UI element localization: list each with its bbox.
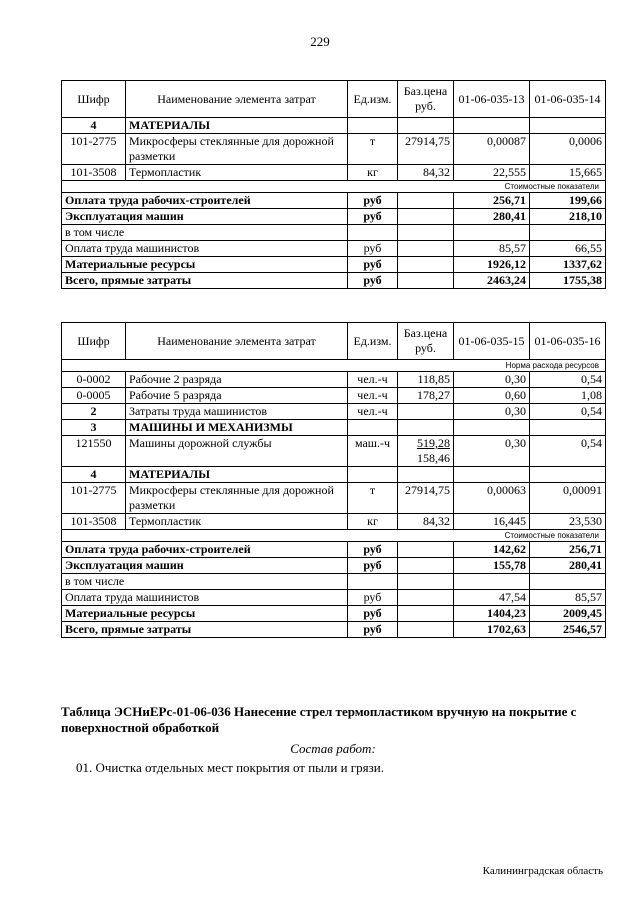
summary-value-a: 280,41 xyxy=(454,209,530,225)
summary-value-a: 85,57 xyxy=(454,241,530,257)
norm-value-b: 0,54 xyxy=(530,436,606,467)
norm-value-b: 23,530 xyxy=(530,514,606,530)
table-row xyxy=(62,165,606,181)
summary-unit: руб xyxy=(348,241,398,257)
summary-name: Оплата труда машинистов xyxy=(62,590,348,606)
norms-table-2 xyxy=(61,322,606,638)
table-row xyxy=(62,514,606,530)
summary-name: в том числе xyxy=(62,574,348,590)
col-header-norm-b: 01-06-035-16 xyxy=(530,323,606,360)
summary-row xyxy=(62,558,606,574)
group-title: МАТЕРИАЛЫ xyxy=(126,118,348,134)
summary-row xyxy=(62,606,606,622)
norm-value-b: 1,08 xyxy=(530,388,606,404)
norm-value-b: 0,54 xyxy=(530,372,606,388)
col-header-name: Наименование элемента затрат xyxy=(126,323,348,360)
table-row xyxy=(62,372,606,388)
summary-name: Оплата труда рабочих-строителей xyxy=(62,542,348,558)
resource-price: 178,27 xyxy=(398,388,454,404)
summary-row xyxy=(62,209,606,225)
table-header-row xyxy=(62,323,606,360)
col-header-code: Шифр xyxy=(62,323,126,360)
col-header-price: Баз.цена руб. xyxy=(398,323,454,360)
col-header-norm-a: 01-06-035-13 xyxy=(454,81,530,118)
summary-row-total xyxy=(62,622,606,638)
resource-unit: т xyxy=(348,134,398,165)
resource-price: 118,85 xyxy=(398,372,454,388)
group-title: МАТЕРИАЛЫ xyxy=(126,467,348,483)
norms-table-1 xyxy=(61,80,606,289)
resource-unit: чел.-ч xyxy=(348,372,398,388)
price-value-2: 158,46 xyxy=(417,451,450,465)
col-header-name: Наименование элемента затрат xyxy=(126,81,348,118)
summary-row xyxy=(62,257,606,273)
cost-indicators-bar xyxy=(62,181,606,193)
resource-code: 0-0005 xyxy=(62,388,126,404)
resource-unit: кг xyxy=(348,165,398,181)
norm-value-a: 16,445 xyxy=(454,514,530,530)
norm-value-a: 0,00087 xyxy=(454,134,530,165)
summary-name: Оплата труда рабочих-строителей xyxy=(62,193,348,209)
summary-value-a: 256,71 xyxy=(454,193,530,209)
page-number: 229 xyxy=(310,34,330,49)
col-header-unit: Ед.изм. xyxy=(348,323,398,360)
summary-unit: руб xyxy=(348,273,398,289)
col-header-norm-b: 01-06-035-14 xyxy=(530,81,606,118)
summary-unit: руб xyxy=(348,590,398,606)
summary-value-b: 85,57 xyxy=(530,590,606,606)
group-row-materials xyxy=(62,118,606,134)
norm-rate-bar xyxy=(62,360,606,372)
resource-unit: т xyxy=(348,483,398,514)
table-title: Таблица ЭСНиЕРс-01-06-036 Нанесение стрел термопластиком вручную на покрытие с поверхностной обработкой xyxy=(61,704,577,735)
resource-price: 84,32 xyxy=(398,514,454,530)
col-header-norm-a: 01-06-035-15 xyxy=(454,323,530,360)
norm-rate-label: Норма расхода ресурсов xyxy=(62,360,606,372)
summary-row-total xyxy=(62,273,606,289)
summary-unit: руб xyxy=(348,558,398,574)
group-code: 4 xyxy=(62,467,126,483)
resource-code: 101-3508 xyxy=(62,165,126,181)
group-title: МАШИНЫ И МЕХАНИЗМЫ xyxy=(126,420,348,436)
summary-name: в том числе xyxy=(62,225,348,241)
cost-indicators-bar xyxy=(62,530,606,542)
resource-unit: чел.-ч xyxy=(348,388,398,404)
summary-row xyxy=(62,225,606,241)
resource-unit: чел.-ч xyxy=(348,404,398,420)
summary-value-b: 199,66 xyxy=(530,193,606,209)
resource-code: 0-0002 xyxy=(62,372,126,388)
col-header-code: Шифр xyxy=(62,81,126,118)
norm-value-a: 0,00063 xyxy=(454,483,530,514)
summary-unit: руб xyxy=(348,606,398,622)
summary-name: Всего, прямые затраты xyxy=(62,622,348,638)
norm-value-a: 0,30 xyxy=(454,372,530,388)
resource-name: Термопластик xyxy=(126,165,348,181)
footer-region: Калининградская область xyxy=(482,865,603,877)
resource-name: Затраты труда машинистов xyxy=(126,404,348,420)
summary-unit: руб xyxy=(348,257,398,273)
resource-price: 27914,75 xyxy=(398,483,454,514)
resource-price: 84,32 xyxy=(398,165,454,181)
group-row-machines xyxy=(62,420,606,436)
resource-price xyxy=(398,436,454,467)
summary-row xyxy=(62,241,606,257)
norm-value-b: 0,0006 xyxy=(530,134,606,165)
group-row-materials xyxy=(62,467,606,483)
col-header-price: Баз.цена руб. xyxy=(398,81,454,118)
resource-code: 121550 xyxy=(62,436,126,467)
summary-row xyxy=(62,590,606,606)
norm-value-b: 0,54 xyxy=(530,404,606,420)
summary-row xyxy=(62,574,606,590)
resource-unit: маш.-ч xyxy=(348,436,398,467)
summary-unit: руб xyxy=(348,193,398,209)
cost-indicators-label: Стоимостные показатели xyxy=(62,181,606,193)
table-header-row xyxy=(62,81,606,118)
resource-code: 101-3508 xyxy=(62,514,126,530)
resource-name: Микросферы стеклянные для дорожной разметки xyxy=(126,134,348,165)
col-header-unit: Ед.изм. xyxy=(348,81,398,118)
summary-value-b: 1755,38 xyxy=(530,273,606,289)
table-row xyxy=(62,404,606,420)
summary-value-a: 47,54 xyxy=(454,590,530,606)
summary-name: Эксплуатация машин xyxy=(62,209,348,225)
resource-name: Машины дорожной службы xyxy=(126,436,348,467)
summary-unit: руб xyxy=(348,622,398,638)
summary-value-b: 2546,57 xyxy=(530,622,606,638)
summary-name: Материальные ресурсы xyxy=(62,257,348,273)
norm-value-a: 0,60 xyxy=(454,388,530,404)
summary-value-a: 2463,24 xyxy=(454,273,530,289)
summary-value-b: 2009,45 xyxy=(530,606,606,622)
group-code: 3 xyxy=(62,420,126,436)
summary-row xyxy=(62,193,606,209)
resource-name: Рабочие 5 разряда xyxy=(126,388,348,404)
summary-value-b: 280,41 xyxy=(530,558,606,574)
resource-code: 101-2775 xyxy=(62,483,126,514)
resource-code: 101-2775 xyxy=(62,134,126,165)
summary-value-a: 1926,12 xyxy=(454,257,530,273)
summary-row xyxy=(62,542,606,558)
work-item: 01. Очистка отдельных мест покрытия от пыли и грязи. xyxy=(76,760,384,775)
resource-unit: кг xyxy=(348,514,398,530)
norm-value-b: 0,00091 xyxy=(530,483,606,514)
price-value-1: 519,28 xyxy=(417,436,450,450)
resource-name: Термопластик xyxy=(126,514,348,530)
cost-indicators-label: Стоимостные показатели xyxy=(62,530,606,542)
norm-value-a: 0,30 xyxy=(454,404,530,420)
resource-code: 2 xyxy=(62,404,126,420)
norm-value-a: 0,30 xyxy=(454,436,530,467)
table-row xyxy=(62,483,606,514)
summary-value-b: 66,55 xyxy=(530,241,606,257)
norm-value-b: 15,665 xyxy=(530,165,606,181)
summary-name: Материальные ресурсы xyxy=(62,606,348,622)
summary-name: Эксплуатация машин xyxy=(62,558,348,574)
table-row xyxy=(62,388,606,404)
summary-unit: руб xyxy=(348,542,398,558)
resource-name: Микросферы стеклянные для дорожной разметки xyxy=(126,483,348,514)
resource-price: 27914,75 xyxy=(398,134,454,165)
table-row xyxy=(62,134,606,165)
work-composition-heading: Состав работ: xyxy=(290,741,376,756)
summary-value-b: 218,10 xyxy=(530,209,606,225)
summary-value-b: 1337,62 xyxy=(530,257,606,273)
summary-value-a: 155,78 xyxy=(454,558,530,574)
summary-unit: руб xyxy=(348,209,398,225)
summary-value-a: 1404,23 xyxy=(454,606,530,622)
norm-value-a: 22,555 xyxy=(454,165,530,181)
summary-name: Всего, прямые затраты xyxy=(62,273,348,289)
summary-value-a: 1702,63 xyxy=(454,622,530,638)
summary-value-a: 142,62 xyxy=(454,542,530,558)
resource-name: Рабочие 2 разряда xyxy=(126,372,348,388)
summary-value-b: 256,71 xyxy=(530,542,606,558)
group-code: 4 xyxy=(62,118,126,134)
table-row xyxy=(62,436,606,467)
summary-name: Оплата труда машинистов xyxy=(62,241,348,257)
